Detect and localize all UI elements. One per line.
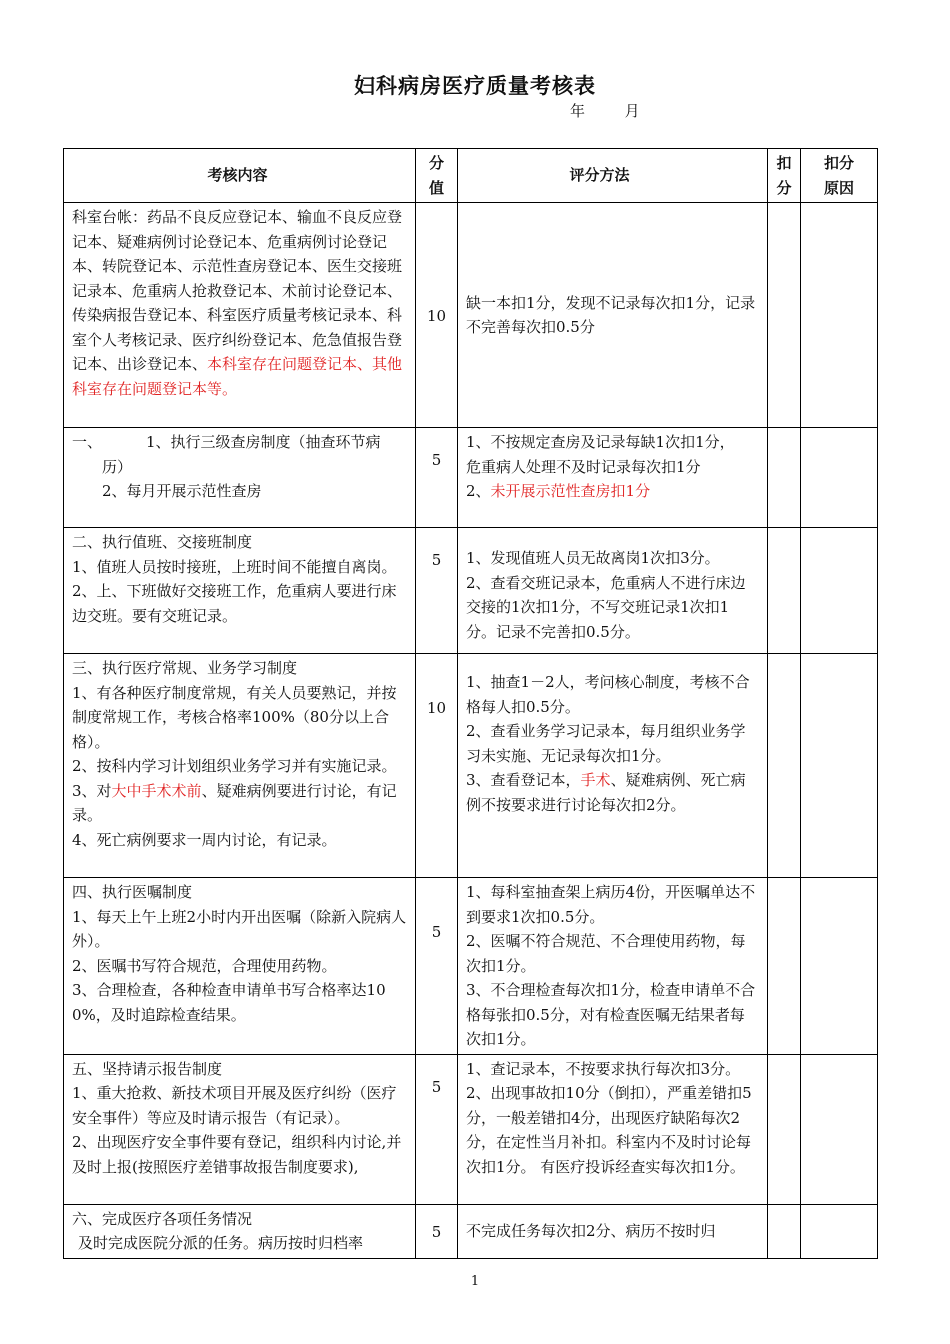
row2-num: 一、	[72, 433, 103, 451]
row6-reason	[801, 1054, 878, 1204]
row4-content-line2: 1、有各种医疗制度常规，有关人员要熟记，并按制度常规工作，考核合格率100%（80分以上合格）。	[72, 683, 397, 751]
row4-item3-c: 、疑难病例要进行讨论，有记录。	[72, 781, 397, 824]
page-number: 1	[470, 1274, 480, 1289]
row2-method	[458, 428, 768, 528]
row3-score-value: 5	[431, 551, 442, 569]
table-row	[64, 528, 878, 654]
header-reason-line2: 原因	[823, 178, 854, 197]
header-reason-line1: 扣分	[823, 154, 854, 172]
row5-content-line2: 1、每天上午上班2小时内开出医嘱（除新入院病人外）。	[72, 907, 407, 950]
row2-content-line2: 历）	[102, 457, 133, 476]
row5-content-line4: 3、合理检查，各种检查申请单书写合格率达100%，及时追踪检查结果。	[72, 981, 386, 1024]
row5-reason	[801, 878, 878, 1055]
row6-method-line1: 1、查记录本，不按要求执行每次扣3分。	[466, 1059, 741, 1078]
row5-score-value: 5	[431, 923, 442, 941]
row5-method-line1: 1、每科室抽查架上病历4份，开医嘱单达不到要求1次扣0.5分。	[466, 883, 756, 926]
row7-content-line1: 六、完成医疗各项任务情况	[72, 1209, 253, 1228]
row4-score-value: 10	[426, 699, 447, 717]
row4-score	[416, 654, 458, 878]
row1-content-red: 本科室存在问题登记本、其他科室存在问题登记本等。	[72, 355, 403, 398]
row2-method-num: 2、	[466, 482, 491, 500]
table-row	[64, 203, 878, 428]
table-row	[64, 654, 878, 878]
row6-content	[64, 1054, 416, 1204]
header-deduct-line1: 扣	[776, 154, 792, 172]
header-content: 考核内容	[64, 149, 416, 203]
row5-content-line3: 2、医嘱书写符合规范，合理使用药物。	[72, 956, 337, 975]
row7-content-line2: 及时完成医院分派的任务。病历按时归档率	[78, 1234, 364, 1252]
header-deduct	[768, 149, 801, 203]
table-header-row	[64, 149, 878, 203]
row2-score-value: 5	[431, 451, 442, 469]
row2-method-line2: 危重病人处理不及时记录每次扣1分	[466, 457, 701, 476]
row5-deduct	[768, 878, 801, 1055]
row6-score-value: 5	[431, 1077, 442, 1096]
date-year: 年	[570, 102, 586, 120]
row4-method-red: 手术	[580, 771, 611, 789]
header-score-line2: 值	[428, 178, 444, 197]
table-row	[64, 428, 878, 528]
row6-score	[416, 1054, 458, 1204]
row3-content-line2: 1、值班人员按时接班，上班时间不能擅自离岗。	[72, 557, 397, 576]
row3-content-line1: 二、执行值班、交接班制度	[72, 533, 253, 551]
header-score-line1: 分	[428, 154, 444, 172]
row1-score: 10	[416, 203, 458, 428]
row1-reason	[801, 203, 878, 428]
header-score	[416, 149, 458, 203]
row3-deduct	[768, 528, 801, 654]
row4-method-a: 3、查看登记本，	[466, 771, 581, 789]
row2-item1: 1、执行三级查房制度（抽查环节病	[146, 433, 381, 451]
page-title: 妇科病房医疗质量考核表	[354, 73, 596, 98]
row4-item3-red: 大中手术术前	[111, 781, 202, 800]
row6-deduct	[768, 1054, 801, 1204]
row4-method-line3	[466, 768, 759, 817]
row2-reason	[801, 428, 878, 528]
row7-deduct	[768, 1204, 801, 1258]
row5-score	[416, 878, 458, 1055]
row4-content-line3: 2、按科内学习计划组织业务学习并有实施记录。	[72, 757, 397, 775]
row5-method	[458, 878, 768, 1055]
row4-deduct	[768, 654, 801, 878]
row6-method	[458, 1054, 768, 1204]
row6-content-line1: 五、坚持请示报告制度	[72, 1059, 223, 1078]
row2-content-line1	[72, 430, 407, 455]
row3-score	[416, 528, 458, 654]
row4-method	[458, 654, 768, 878]
table-row	[64, 878, 878, 1055]
row5-content	[64, 878, 416, 1055]
row7-reason	[801, 1204, 878, 1258]
row5-method-line3: 3、不合理检查每次扣1分，检查申请单不合格每张扣0.5分，对有检查医嘱无结果者每次扣1分。	[466, 981, 756, 1048]
row1-method: 缺一本扣1分，发现不记录每次扣1分，记录不完善每次扣0.5分	[458, 203, 768, 428]
row2-method-line1: 1、不按规定查房及记录每缺1次扣1分，	[466, 433, 735, 451]
row3-method-line1: 1、发现值班人员无故离岗1次扣3分。	[466, 549, 720, 567]
row4-content-line5: 4、死亡病例要求一周内讨论，有记录。	[72, 830, 337, 849]
row3-content	[64, 528, 416, 654]
row3-method-line2: 2、查看交班记录本，危重病人不进行床边交接的1次扣1分，不写交班记录1次扣1分。记录不完善扣0.5分。	[466, 573, 746, 641]
row2-method-red: 未开展示范性查房扣1分	[490, 482, 651, 500]
row3-reason	[801, 528, 878, 654]
row5-content-line1: 四、执行医嘱制度	[72, 883, 193, 901]
row4-reason	[801, 654, 878, 878]
row3-content-line3: 2、上、下班做好交接班工作，危重病人要进行床边交班。要有交班记录。	[72, 582, 397, 625]
row4-content	[64, 654, 416, 878]
date-month: 月	[624, 102, 640, 120]
row6-content-line3: 2、出现医疗安全事件要有登记，组织科内讨论,并及时上报(按照医疗差错事故报告制度要求),	[72, 1133, 402, 1176]
row6-content-line2: 1、重大抢救、新技术项目开展及医疗纠纷（医疗安全事件）等应及时请示报告（有记录）。	[72, 1084, 397, 1127]
row7-method: 不完成任务每次扣2分、病历不按时归	[458, 1204, 768, 1258]
row3-method	[458, 528, 768, 654]
header-reason	[801, 149, 878, 203]
row5-method-line2: 2、医嘱不符合规范、不合理使用药物，每次扣1分。	[466, 932, 746, 975]
row2-content	[64, 428, 416, 528]
row7-score: 5	[416, 1204, 458, 1258]
header-deduct-line2: 分	[776, 178, 792, 197]
row2-content-line3: 2、每月开展示范性查房	[102, 482, 262, 500]
row6-method-line2: 2、出现事故扣10分（倒扣），严重差错扣5分，一般差错扣4分，出现医疗缺陷每次2分，在定性当月补扣。科室内不及时讨论每次扣1分。 有医疗投诉经查实每次扣1分。	[466, 1084, 752, 1176]
row4-method-c: 、疑难病例、死亡病例不按要求进行讨论每次扣2分。	[466, 771, 746, 814]
row2-method-line3	[466, 479, 759, 504]
row4-content-line1: 三、执行医疗常规、业务学习制度	[72, 659, 298, 677]
date-line	[570, 100, 640, 121]
assessment-table	[63, 148, 878, 1259]
header-method: 评分方法	[458, 149, 768, 203]
row4-content-line4	[72, 779, 407, 828]
row2-deduct	[768, 428, 801, 528]
row4-method-line1: 1、抽查1－2人，考问核心制度，考核不合格每人扣0.5分。	[466, 673, 750, 716]
row1-deduct	[768, 203, 801, 428]
row4-item3-a: 3、对	[72, 781, 112, 800]
table-row	[64, 1204, 878, 1258]
row1-content	[64, 203, 416, 428]
table-row	[64, 1054, 878, 1204]
row2-score	[416, 428, 458, 528]
row1-content-text: 科室台帐：药品不良反应登记本、输血不良反应登记本、疑难病例讨论登记本、危重病例讨论登记本、转院登记本、示范性查房登记本、医生交接班记录本、危重病人抢救登记本、术前讨论登记本、传染病报告登记本、科室医疗质量考核记录本、科室个人考核记录、医疗纠纷登记本、危急值报告登记本、出诊登记本、	[72, 208, 403, 373]
row7-content	[64, 1204, 416, 1258]
row4-method-line2: 2、查看业务学习记录本，每月组织业务学习未实施、无记录每次扣1分。	[466, 722, 746, 765]
